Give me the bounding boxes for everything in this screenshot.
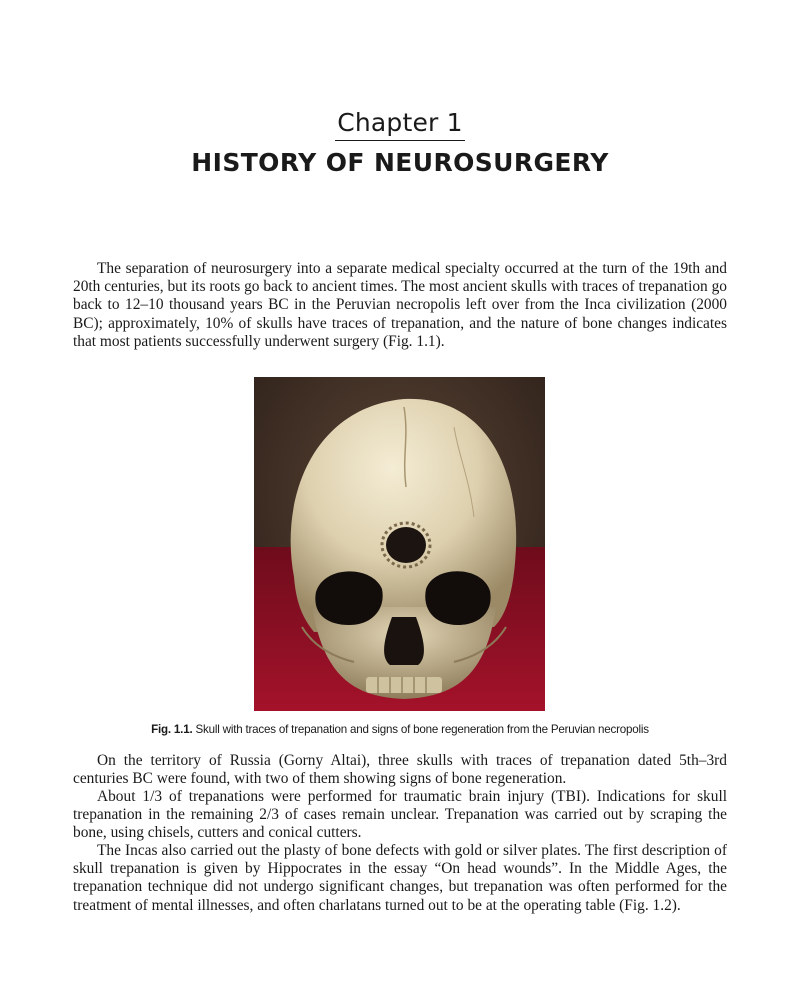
figure-label: Fig. 1.1. (151, 723, 193, 736)
figure-image (254, 377, 545, 711)
chapter-label-text: Chapter 1 (335, 108, 465, 141)
paragraph: About 1/3 of trepanations were performed for traumatic brain injury (TBI). Indications for skull trepanation in the remaining 2/3 of cases remain unclear. Trepanation was carried out by scraping the bone, using chisels, cutters and conical cutters. (73, 788, 727, 842)
paragraph: The Incas also carried out the plasty of bone defects with gold or silver plates. The first description of skull trepanation is given by Hippocrates in the essay “On head wounds”. In the Middle Ages, the trepanation technique did not undergo significant changes, but trepanation was often performed for the treatment of mental illnesses, and often charlatans turned out to be at the operating table (Fig. 1.2). (73, 842, 727, 914)
skull-photo (254, 377, 545, 711)
chapter-title: HISTORY OF NEUROSURGERY (191, 148, 609, 177)
figure-caption-text: Skull with traces of trepanation and signs of bone regeneration from the Peruvian necropolis (195, 723, 649, 736)
paragraph: The separation of neurosurgery into a separate medical specialty occurred at the turn of the 19th and 20th centuries, but its roots go back to ancient times. The most ancient skulls with traces of trepanation go back to 12–10 thousand years BC in the Peruvian necropolis left over from the Inca civilization (2000 BC); approximately, 10% of skulls have traces of trepanation, and the nature of bone changes indicates that most patients successfully underwent surgery (Fig. 1.1). (73, 260, 727, 350)
paragraph: On the territory of Russia (Gorny Altai), three skulls with traces of trepanation dated 5th–3rd centuries BC were found, with two of them showing signs of bone regeneration. (73, 752, 727, 788)
figure-caption (0, 723, 800, 736)
chapter-label (0, 108, 800, 141)
